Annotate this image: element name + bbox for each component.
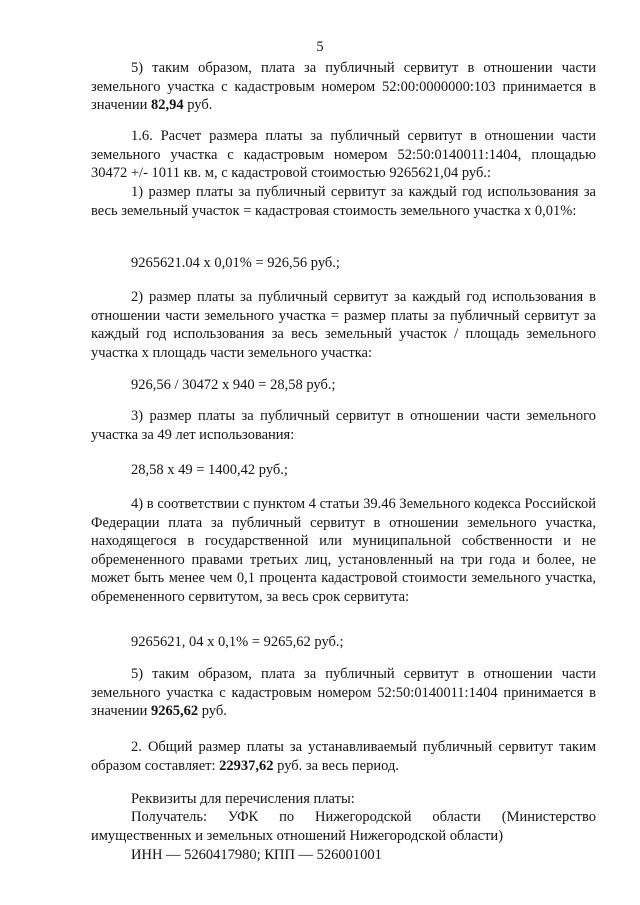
- page-number: 5: [316, 39, 324, 55]
- formula-4: 9265621, 04 х 0,1% = 9265,62 руб.;: [131, 634, 344, 650]
- item5-amount: 9265,62: [150, 703, 199, 720]
- formula-3: 28,58 х 49 = 1400,42 руб.;: [131, 462, 288, 478]
- block1-amount: 82,94: [150, 97, 184, 114]
- section-2-amount: 22937,62: [219, 757, 274, 774]
- formula-1: 9265621.04 х 0,01% = 926,56 руб.;: [131, 255, 340, 271]
- section-1-6-item1: 1) размер платы за публичный сервитут за каждый год использования за весь земельный участок = кадастровая стоимость земельного участка х 0,01%:: [91, 184, 596, 219]
- formula-2: 926,56 / 30472 х 940 = 28,58 руб.;: [131, 377, 336, 393]
- section-1-6-item2: 2) размер платы за публичный сервитут за каждый год использования в отношении части земельного участка = размер платы за публичный сервитут за каждый год использования за весь земельный участок / площадь земельного участка х площадь части земельного участка:: [91, 289, 596, 361]
- item5-currency: руб.: [198, 703, 227, 720]
- section-1-6-item4: 4) в соответствии с пунктом 4 статьи 39.46 Земельного кодекса Российской Федерации плата за публичный сервитут в отношении земельного участка, находящегося в государственной или муниципальной собственности и не обремененного правами третьих лиц, установленный на три года и более, не может быть менее чем 0,1 процента кадастровой стоимости земельного участка, обремененного сервитутом, за весь срок сервитута:: [91, 496, 596, 605]
- block1-currency: руб.: [183, 97, 213, 114]
- requisites-title: Реквизиты для перечисления платы:: [131, 791, 355, 807]
- section-2-suffix: руб. за весь период.: [273, 757, 399, 774]
- section-1-6-item3: 3) размер платы за публичный сервитут в отношении части земельного участка за 49 лет использования:: [91, 408, 596, 443]
- section-2-text: 2. Общий размер платы за устанавливаемый публичный сервитут таким образом составляет:: [91, 739, 596, 774]
- block1-text: 5) таким образом, плата за публичный сервитут в отношении части земельного участка с кадастровым номером 52:00:0000000:103 принимается в значении: [91, 60, 596, 114]
- item5-text: 5) таким образом, плата за публичный сервитут в отношении части земельного участка с кадастровым номером 52:50:0140011:1404 принимается в значении: [91, 666, 596, 720]
- section-1-6-heading: 1.6. Расчет размера платы за публичный сервитут в отношении части земельного участка с кадастровым номером 52:50:0140011:1404, площадью 30472 +/- 1011 кв. м, с кадастровой стоимостью 9265621,04 руб.:: [91, 128, 596, 182]
- requisites-recipient: Получатель: УФК по Нижегородской области (Министерство имущественных и земельных отношений Нижегородской области): [91, 809, 596, 844]
- section-2-total: [91, 738, 596, 775]
- section-1-6-item5: [91, 665, 596, 721]
- paragraph-block1-conclusion: [91, 59, 596, 115]
- requisites-inn-kpp: ИНН — 5260417980; КПП — 526001001: [131, 847, 382, 863]
